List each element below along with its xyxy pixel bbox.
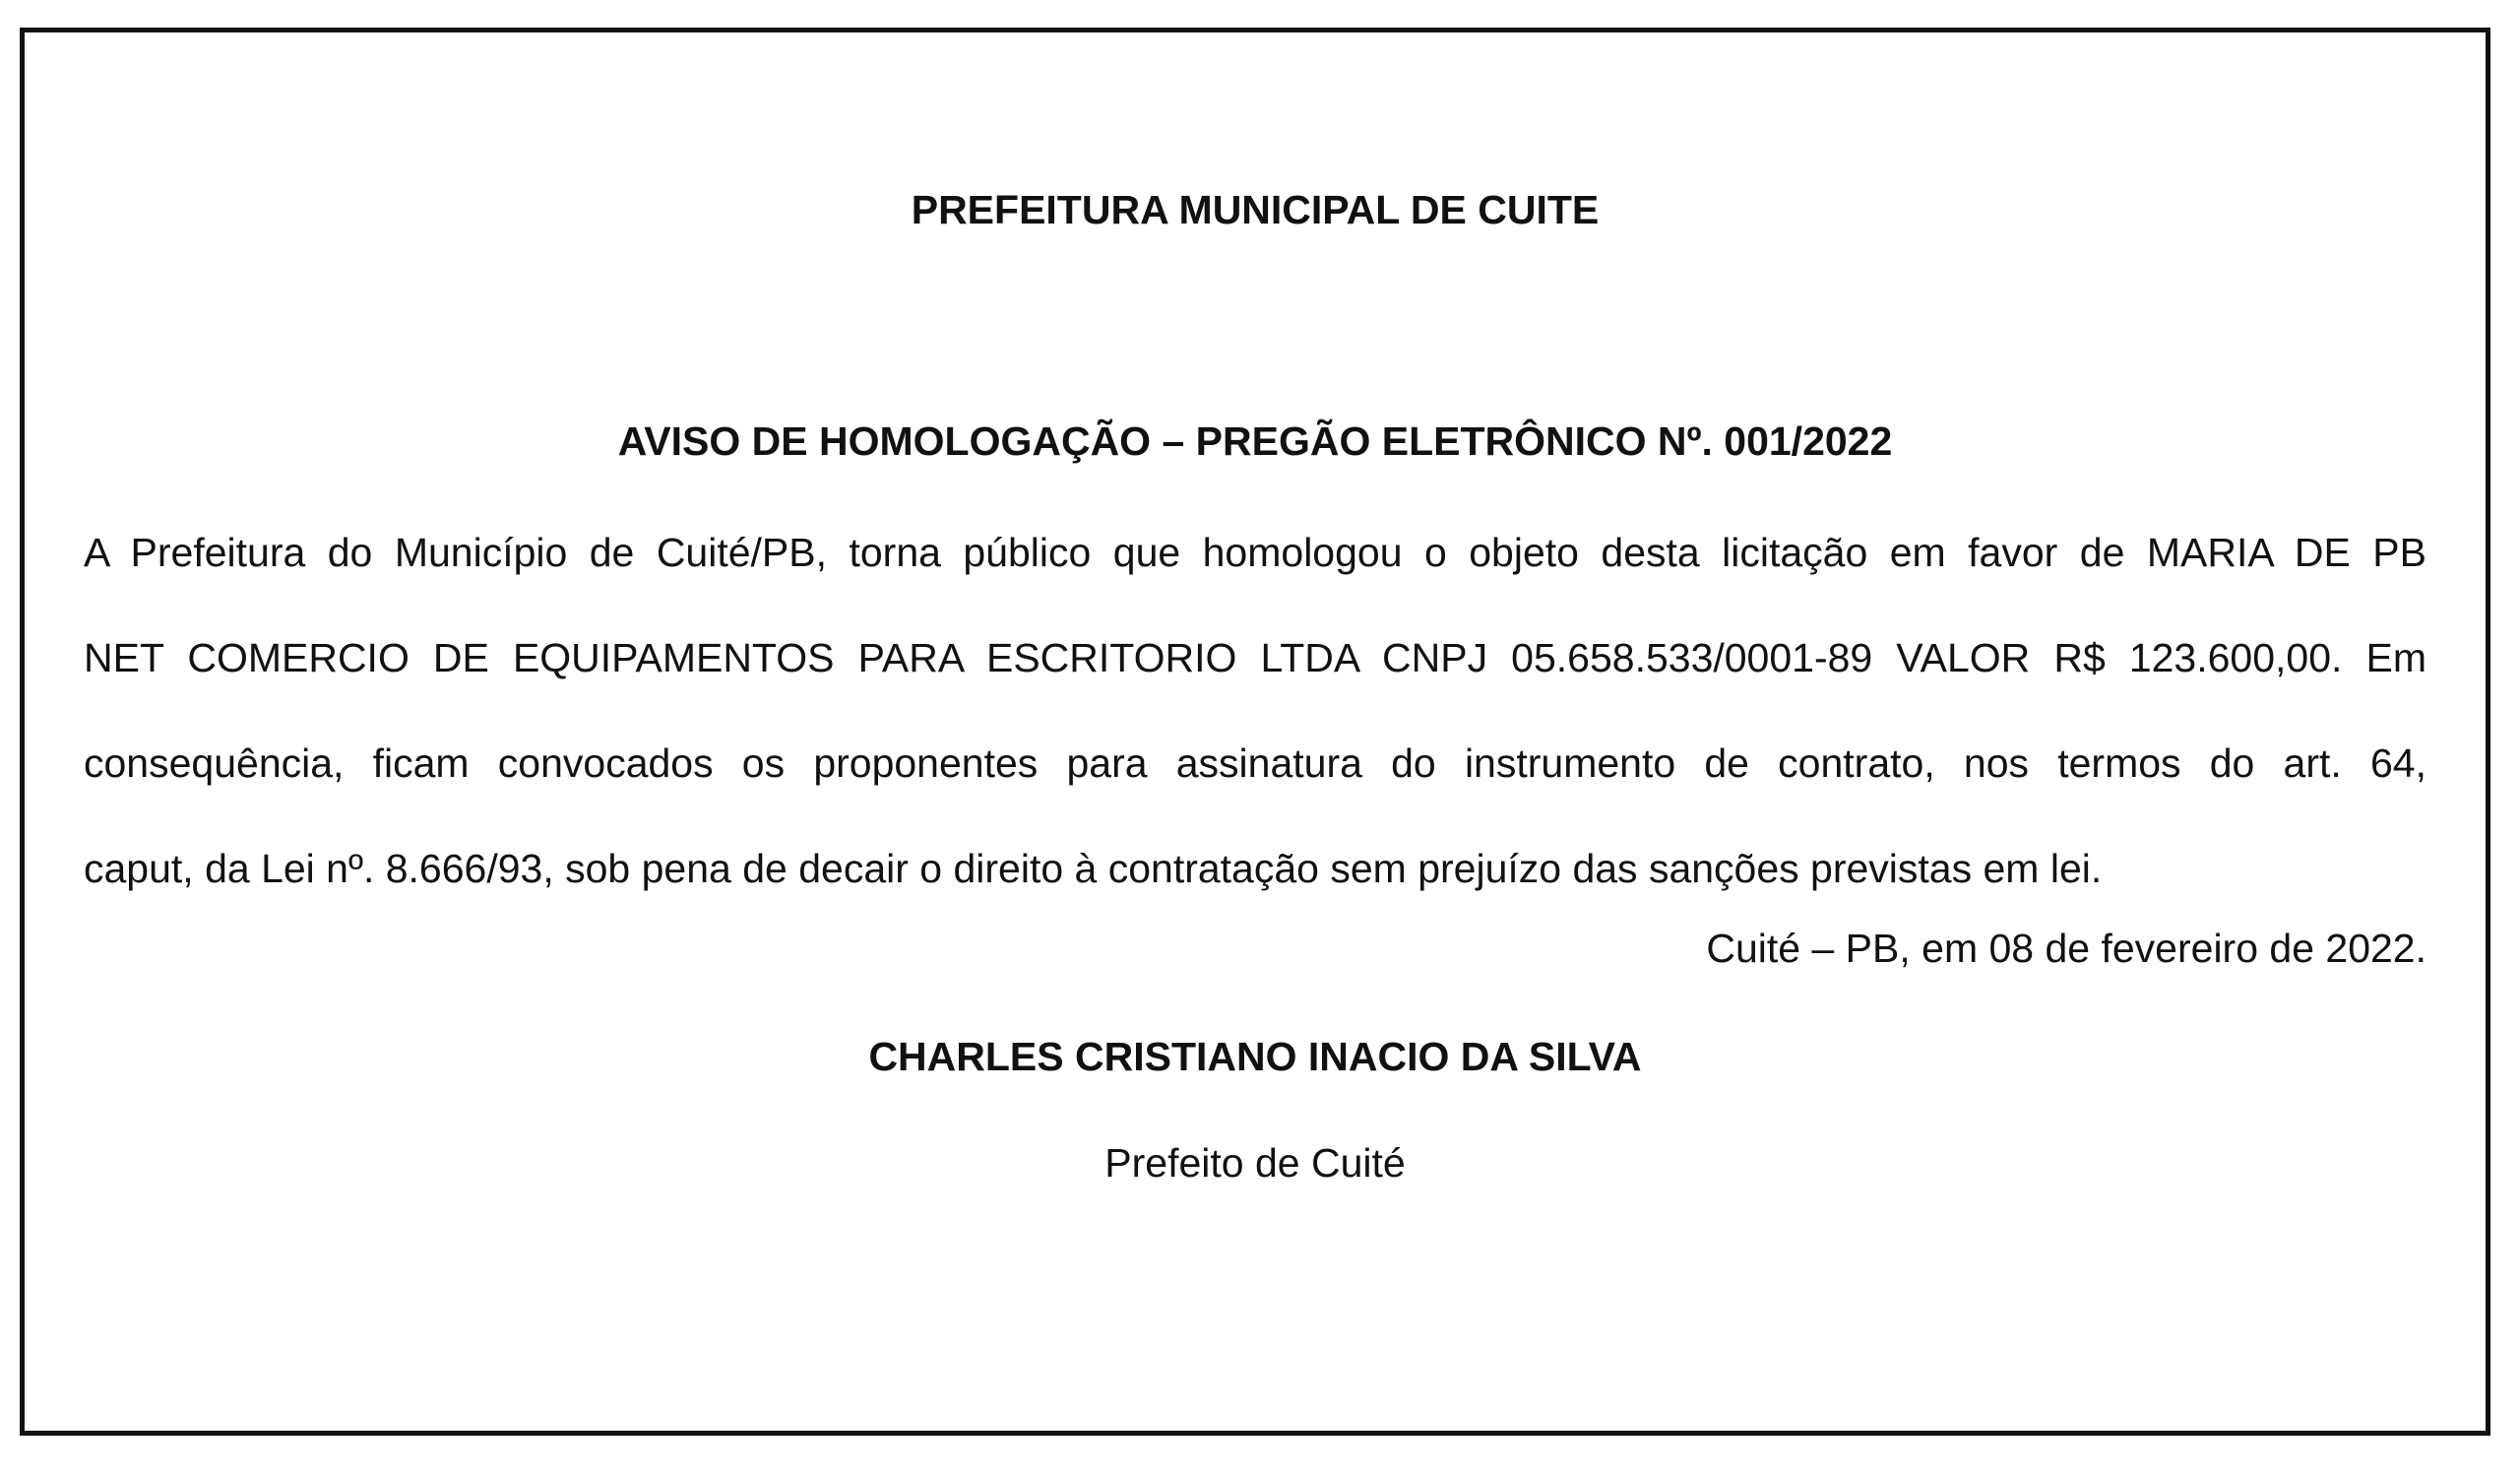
notice-body (84, 500, 2426, 922)
document-content (84, 32, 2426, 1431)
date-line: Cuité – PB, em 08 de fevereiro de 2022. (1706, 926, 2426, 971)
notice-title: AVISO DE HOMOLOGAÇÃO – PREGÃO ELETRÔNICO Nº. 001/2022 (617, 418, 1893, 464)
signer-name: CHARLES CRISTIANO INACIO DA SILVA (868, 1034, 1642, 1079)
notice-body-line: consequência, ficam convocados os proponentes para assinatura do instrumento de contrato, nos termos do art. 64, (84, 740, 2426, 786)
header-title: PREFEITURA MUNICIPAL DE CUITE (911, 187, 1600, 232)
notice-body-line: caput, da Lei nº. 8.666/93, sob pena de decair o direito à contratação sem prejuízo das sanções previstas em lei. (84, 846, 2103, 891)
signer-role: Prefeito de Cuité (1104, 1140, 1406, 1186)
notice-body-line: NET COMERCIO DE EQUIPAMENTOS PARA ESCRITORIO LTDA CNPJ 05.658.533/0001-89 VALOR R$ 123.600,00. Em (84, 635, 2426, 680)
document-frame (20, 28, 2490, 1436)
notice-body-line: A Prefeitura do Município de Cuité/PB, torna público que homologou o objeto desta licitação em favor de MARIA DE PB (84, 530, 2426, 575)
